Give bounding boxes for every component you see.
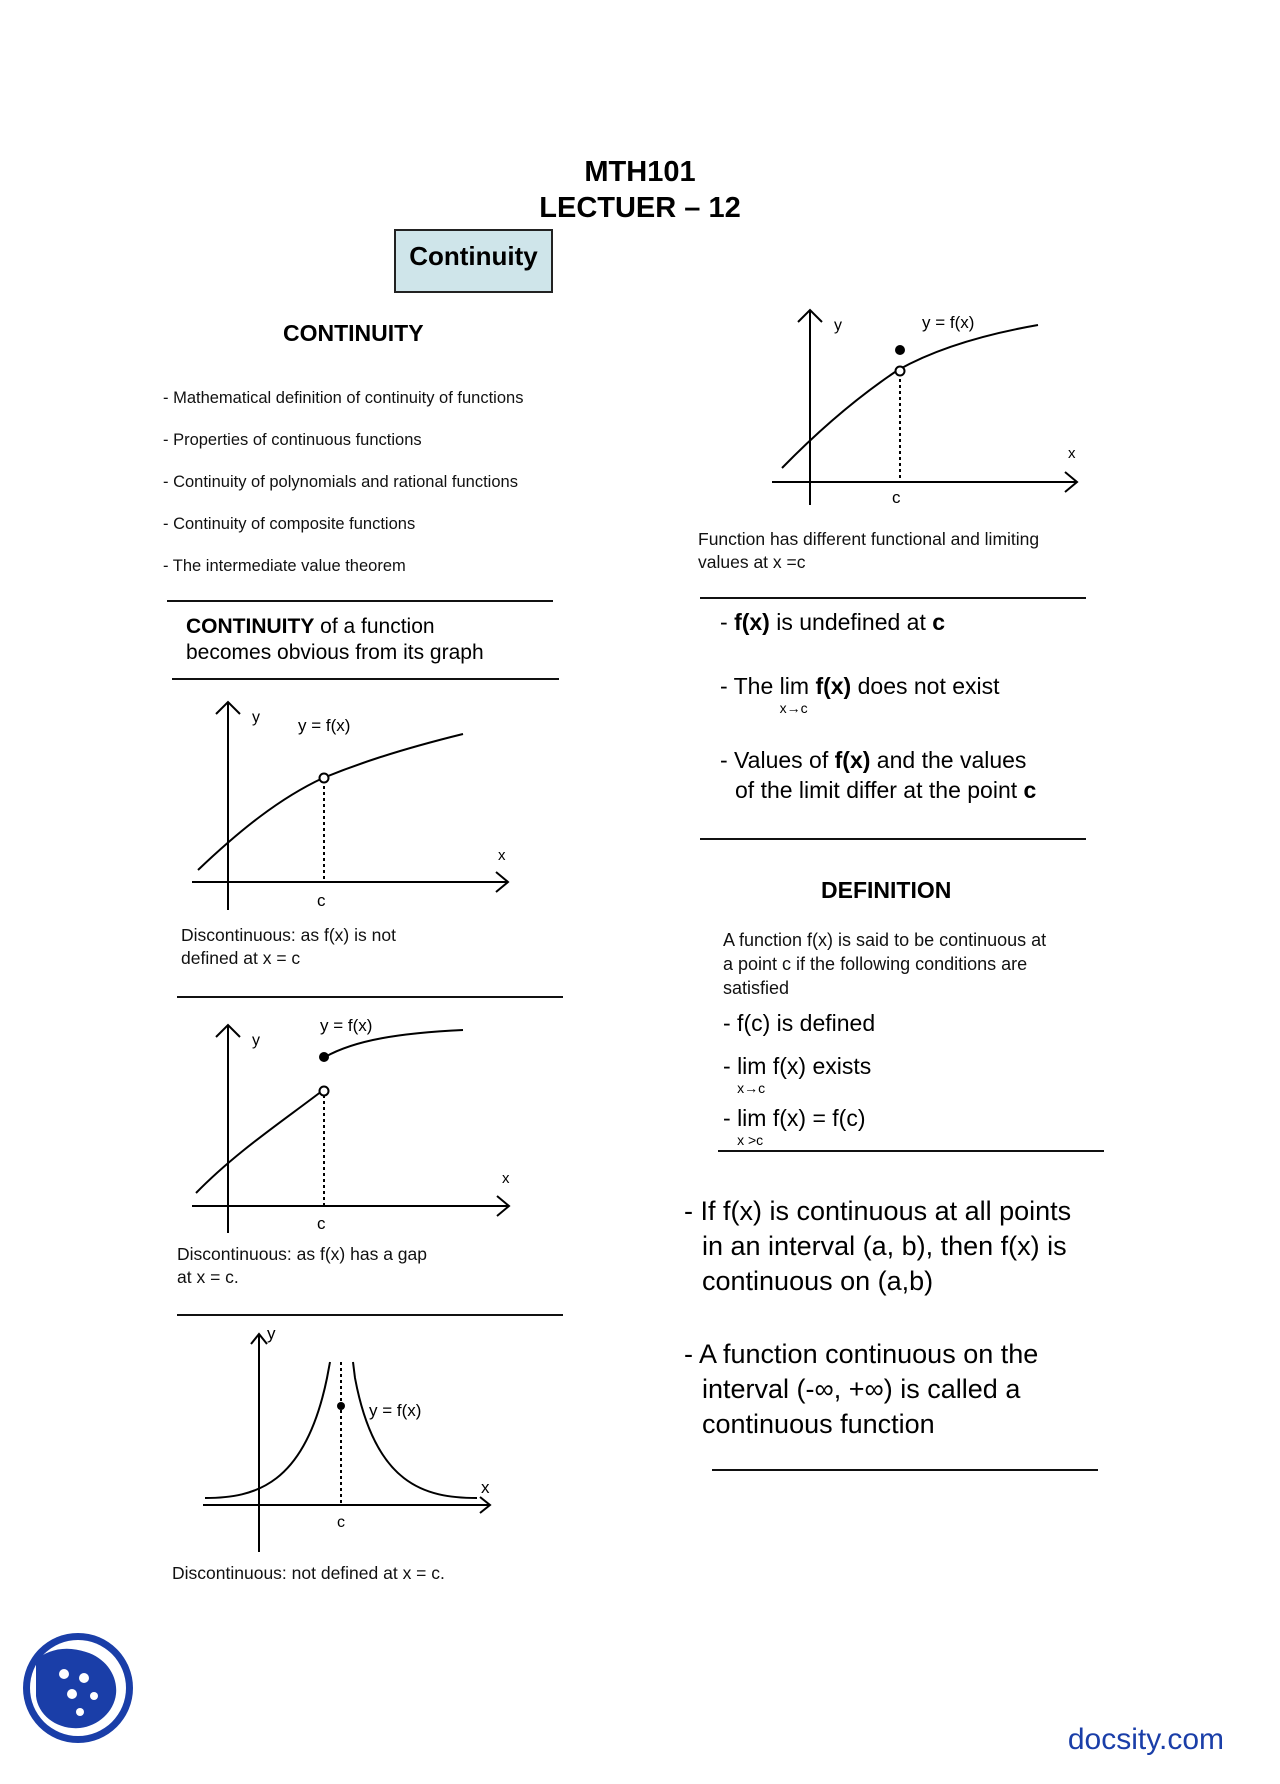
caption-line: at x = c. [177, 1267, 239, 1287]
hole-marker [320, 774, 329, 783]
topic-item: - Continuity of polynomials and rational functions [163, 473, 518, 491]
x-label: x [481, 1478, 490, 1497]
caption-graph1 [181, 924, 396, 970]
continuity-heading: CONTINUITY [283, 320, 424, 346]
divider [172, 678, 559, 680]
y-label: y [267, 1324, 276, 1343]
graph-note-line2: becomes obvious from its graph [186, 641, 484, 664]
condition-text: is undefined at [769, 609, 933, 635]
topic-item: - Continuity of composite functions [163, 515, 416, 533]
statement-line: - A function continuous on the [684, 1339, 1039, 1369]
lim-subscript: x→c [737, 1080, 766, 1096]
y-label: y [834, 317, 842, 334]
function-curve-left [196, 1091, 322, 1193]
caption-graph3 [172, 1562, 445, 1585]
condition-undefined: - f(x) is undefined at c [720, 609, 946, 635]
divider [700, 597, 1086, 599]
topic-item: - The intermediate value theorem [163, 557, 406, 575]
lim-operator [737, 1051, 767, 1096]
fx-bold: f(x) [734, 609, 770, 635]
condition-prefix: - The [720, 673, 780, 699]
c-label: c [892, 488, 901, 507]
condition-text: f(x) exists [766, 1053, 872, 1079]
divider [718, 1150, 1104, 1152]
topic-badge-label: Continuity [409, 240, 538, 271]
lim-subscript: x→c [779, 700, 808, 716]
c-label: c [337, 1514, 345, 1531]
lim-operator [779, 671, 810, 716]
statement-continuous-interval [684, 1194, 1071, 1299]
fx-bold: f(x) [834, 747, 871, 773]
function-curve-left [205, 1362, 330, 1498]
function-label: y = f(x) [320, 1016, 373, 1035]
caption-line: defined at x = c [181, 948, 301, 968]
condition-text: f(x) = f(c) [766, 1105, 866, 1131]
hole-marker [896, 367, 905, 376]
condition-limit-not-exist [720, 671, 1000, 716]
caption-graph4 [698, 528, 1039, 574]
topic-item: - Mathematical definition of continuity of functions [163, 389, 524, 407]
x-label: x [498, 847, 506, 864]
x-label: x [1068, 445, 1076, 462]
divider [177, 1314, 563, 1316]
c-bold: c [1023, 777, 1037, 803]
function-label: y = f(x) [369, 1401, 422, 1420]
condition-text-line2: of the limit differ at the point [735, 777, 1024, 803]
divider [700, 838, 1086, 840]
topic-badge [394, 229, 553, 293]
topic-item: - Properties of continuous functions [163, 431, 422, 449]
graph-different-value [770, 300, 1090, 515]
caption-line: Function has different functional and limiting [698, 529, 1040, 549]
definition-line: satisfied [723, 978, 790, 998]
lim-operator [737, 1103, 767, 1148]
statement-line: continuous on (a,b) [702, 1266, 934, 1296]
condition-text: does not exist [851, 673, 1000, 699]
lim-word: lim [737, 1105, 767, 1131]
function-label: y = f(x) [298, 716, 351, 735]
c-bold: c [932, 609, 946, 635]
function-label: y = f(x) [922, 313, 975, 332]
divider [167, 600, 553, 602]
condition-values-differ [720, 745, 1036, 805]
statement-line: interval (-∞, +∞) is called a [702, 1374, 1021, 1404]
caption-line: Discontinuous: as f(x) has a gap [177, 1244, 427, 1264]
graph-note-rest: of a function [314, 615, 435, 638]
statement-continuous-function [684, 1337, 1038, 1442]
lecture-number: LECTUER – 12 [539, 192, 741, 224]
definition-condition-limit-equals: - lim x >c f(x) = f(c) [723, 1103, 865, 1133]
filled-point-marker [895, 345, 905, 355]
divider [177, 996, 563, 998]
statement-line: in an interval (a, b), then f(x) is [702, 1231, 1067, 1261]
definition-text [723, 928, 1046, 1000]
y-label: y [252, 1032, 260, 1049]
y-label: y [252, 709, 260, 726]
caption-line: values at x =c [698, 552, 806, 572]
filled-point-marker [319, 1052, 329, 1062]
function-curve-right [353, 1362, 477, 1498]
definition-condition-defined: - f(c) is defined [723, 1010, 876, 1036]
lim-subscript: x >c [737, 1132, 764, 1148]
definition-condition-limit-exists: - lim x→c f(x) exists [723, 1051, 871, 1081]
caption-line: Discontinuous: not defined at x = c. [172, 1563, 445, 1583]
graph-note-bold: CONTINUITY [186, 615, 315, 638]
function-curve [198, 734, 463, 870]
lim-word: lim [779, 673, 810, 699]
fx-bold: f(x) [815, 673, 852, 699]
caption-graph2 [177, 1243, 427, 1289]
lim-word: lim [737, 1053, 767, 1079]
graph-jump [180, 1005, 520, 1240]
caption-line: Discontinuous: as f(x) is not [181, 925, 396, 945]
statement-line: continuous function [702, 1409, 935, 1439]
definition-heading: DEFINITION [821, 877, 952, 903]
hole-marker [320, 1087, 329, 1096]
function-curve [782, 325, 1038, 468]
docsity-logo-icon[interactable] [20, 1630, 136, 1746]
condition-text: and the values [870, 747, 1027, 773]
graph-note [186, 614, 484, 666]
point-marker [337, 1402, 345, 1410]
docsity-brand-link[interactable]: docsity.com [1067, 1723, 1224, 1756]
definition-line: a point c if the following conditions are [723, 954, 1028, 974]
c-label: c [317, 891, 326, 910]
x-label: x [502, 1170, 510, 1187]
c-label: c [317, 1214, 326, 1233]
graph-asymptote [195, 1320, 505, 1560]
divider [712, 1469, 1098, 1471]
statement-line: - If f(x) is continuous at all points [684, 1196, 1072, 1226]
graph-removable-hole [180, 690, 520, 920]
definition-line: A function f(x) is said to be continuous at [723, 930, 1047, 950]
condition-prefix: - Values of [720, 747, 835, 773]
course-code: MTH101 [584, 156, 696, 188]
